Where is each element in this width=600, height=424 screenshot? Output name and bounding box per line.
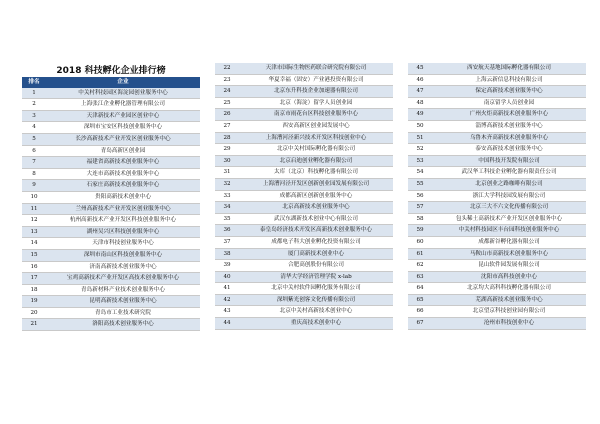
company-cell: 北京中关村高新技术创业中心 [239,306,393,318]
company-cell: 天津新技术产业园区创业中心 [46,110,200,122]
company-cell: 深圳市南山区科技创业服务中心 [46,249,200,261]
company-header: 企业 [46,77,200,88]
table-row [215,225,393,237]
rank-cell: 6 [22,145,46,157]
company-cell: 马鞍山市高新技术创业服务中心 [432,248,586,260]
rank-header: 排名 [22,77,46,88]
rank-cell: 44 [215,318,239,330]
rank-cell: 45 [408,63,432,74]
company-cell: 清华大学经济管理学院 x-lab [239,271,393,283]
table-row [22,203,200,215]
rank-cell: 50 [408,120,432,132]
rank-cell: 1 [22,88,46,99]
company-cell: 合肥高创股份有限公司 [239,260,393,272]
table-row [215,144,393,156]
table-row [408,260,586,272]
company-cell: 北京均大高科科技孵化器有限公司 [432,283,586,295]
company-cell: 成都电子科大创业孵化投资有限公司 [239,236,393,248]
table-row [22,88,200,99]
table-row [408,86,586,98]
rank-cell: 13 [22,226,46,238]
company-cell: 青岛新材料产业技术创业服务中心 [46,284,200,296]
table-row [215,318,393,330]
rank-cell: 15 [22,249,46,261]
company-cell: 宝鸡高新技术产业开发区高技术创业服务中心 [46,273,200,285]
rank-cell: 47 [408,86,432,98]
rank-cell: 3 [22,110,46,122]
rank-cell: 21 [22,319,46,331]
rank-cell: 5 [22,133,46,145]
rank-cell: 61 [408,248,432,260]
company-cell: 昆明高新技术创业服务中心 [46,296,200,308]
company-cell: 西安高新区创业园发展中心 [239,120,393,132]
table-row [408,178,586,190]
company-cell: 北京创业之路咖啡有限公司 [432,178,586,190]
table-row [22,307,200,319]
company-cell: 福建省高新技术创业服务中心 [46,157,200,169]
rank-cell: 67 [408,318,432,330]
company-cell: 泰安高新技术创业服务中心 [432,144,586,156]
rank-cell: 48 [408,97,432,109]
table-row [22,99,200,111]
rank-cell: 25 [215,97,239,109]
table-row [22,249,200,261]
rank-cell: 4 [22,122,46,134]
rank-cell: 37 [215,236,239,248]
company-cell: 北京中关村国际孵化器有限公司 [239,144,393,156]
table-row [215,248,393,260]
table-row [408,236,586,248]
rank-cell: 36 [215,225,239,237]
table-row [22,133,200,145]
table-row [22,215,200,227]
company-cell: 北京三大不六文化传播有限公司 [432,202,586,214]
table-row [408,167,586,179]
rank-cell: 42 [215,294,239,306]
rank-cell: 51 [408,132,432,144]
company-cell: 上海漕河泾新兴技术开发区科技创业中心 [239,132,393,144]
company-cell: 长沙高新技术产业开发区创业服务中心 [46,133,200,145]
company-cell: 济南高新技术创业服务中心 [46,261,200,273]
table-row [408,74,586,86]
rank-cell: 2 [22,99,46,111]
ranking-table-column-1 [22,77,200,331]
table-row [408,271,586,283]
rank-cell: 55 [408,178,432,190]
company-cell: 北京望京科技创业园有限公司 [432,306,586,318]
rank-cell: 20 [22,307,46,319]
rank-cell: 30 [215,155,239,167]
company-cell: 天津市国际生物医药联合研究院有限公司 [239,63,393,74]
rank-cell: 27 [215,120,239,132]
company-cell: 北京高新技术创业服务中心 [239,202,393,214]
rank-cell: 32 [215,178,239,190]
table-row [22,261,200,273]
rank-cell: 54 [408,167,432,179]
company-cell: 成都新谷孵化器有限公司 [432,236,586,248]
rank-cell: 7 [22,157,46,169]
company-cell: 沧州市科技创业中心 [432,318,586,330]
rank-cell: 16 [22,261,46,273]
company-cell: 保定高新技术创业服务中心 [432,86,586,98]
company-cell: 石家庄高新技术创业服务中心 [46,180,200,192]
rank-cell: 46 [408,74,432,86]
rank-cell: 43 [215,306,239,318]
table-row [215,74,393,86]
table-row [408,120,586,132]
table-row [408,144,586,156]
table-row [215,109,393,121]
company-cell: 乌鲁木齐高新技术创业服务中心 [432,132,586,144]
table-row [408,283,586,295]
company-cell: 包头稀土高新技术产业开发区创业服务中心 [432,213,586,225]
company-cell: 重庆高技术创业中心 [239,318,393,330]
rank-cell: 14 [22,238,46,250]
table-row [408,213,586,225]
company-cell: 洛阳高技术创业服务中心 [46,319,200,331]
company-cell: 沈阳市高科技创业中心 [432,271,586,283]
company-cell: 厦门高新技术创业中心 [239,248,393,260]
company-cell: 西安航天基地国际孵化器有限公司 [432,63,586,74]
rank-cell: 49 [408,109,432,121]
company-cell: 太库（北京）科技孵化器有限公司 [239,167,393,179]
page-title: 2018 科技孵化企业排行榜 [56,66,166,76]
table-row [22,157,200,169]
ranking-table-column-3 [408,63,586,330]
company-cell: 深圳紫光创客文化传播有限公司 [239,294,393,306]
table-row [408,190,586,202]
rank-cell: 38 [215,248,239,260]
table-row [408,225,586,237]
table-row [408,248,586,260]
table-row [408,132,586,144]
table-row [215,120,393,132]
company-cell: 上海漕河泾开发区创新创业园发展有限公司 [239,178,393,190]
table-row [408,63,586,74]
table-row [22,168,200,180]
company-cell: 北京启迪创业孵化器有限公司 [239,155,393,167]
company-cell: 昆山软件园发展有限公司 [432,260,586,272]
company-cell: 武汉华工科技企业孵化器有限责任公司 [432,167,586,179]
table-row [408,202,586,214]
company-cell: 青岛市工业技术研究院 [46,307,200,319]
table-row [215,283,393,295]
rank-cell: 58 [408,213,432,225]
company-cell: 华夏幸福（固安）产业港投资有限公司 [239,74,393,86]
rank-cell: 18 [22,284,46,296]
table-row [215,132,393,144]
table-row [408,97,586,109]
company-cell: 淄博高新技术创业服务中心 [432,120,586,132]
company-cell: 中关村科技园区丰台园科技创业服务中心 [432,225,586,237]
table-row [215,213,393,225]
table-row [215,178,393,190]
table-row [408,109,586,121]
company-cell: 武汉东湖新技术创业中心有限公司 [239,213,393,225]
table-row [215,167,393,179]
table-row [22,145,200,157]
table-row [22,122,200,134]
table-row [22,180,200,192]
table-row [215,63,393,74]
rank-cell: 62 [408,260,432,272]
rank-cell: 63 [408,271,432,283]
company-cell: 中关村科技园区海淀园创业服务中心 [46,88,200,99]
table-row [215,236,393,248]
table-row [22,226,200,238]
table-row [22,238,200,250]
company-cell: 兰州高新技术产业开发区创业服务中心 [46,203,200,215]
company-cell: 北京中关村软件园孵化服务有限公司 [239,283,393,295]
rank-cell: 35 [215,213,239,225]
company-cell: 南京市雨花台区科技创业服务中心 [239,109,393,121]
rank-cell: 60 [408,236,432,248]
table-row [408,306,586,318]
ranking-table-column-2 [215,63,393,330]
company-cell: 中国科技开发院有限公司 [432,155,586,167]
table-row [408,318,586,330]
company-cell: 天津市科技创业服务中心 [46,238,200,250]
company-cell: 贵阳高新技术创业中心 [46,191,200,203]
rank-cell: 34 [215,202,239,214]
rank-cell: 39 [215,260,239,272]
table-header-row [22,77,200,88]
table-row [215,271,393,283]
rank-cell: 53 [408,155,432,167]
rank-cell: 56 [408,190,432,202]
company-cell: 芜湖高新技术创业服务中心 [432,294,586,306]
company-cell: 上海云新信息科技有限公司 [432,74,586,86]
table-row [215,306,393,318]
rank-cell: 22 [215,63,239,74]
rank-cell: 31 [215,167,239,179]
table-row [215,202,393,214]
rank-cell: 9 [22,180,46,192]
rank-cell: 65 [408,294,432,306]
table-row [215,155,393,167]
company-cell: 成都高新区创新创业服务中心 [239,190,393,202]
company-cell: 南京留学人员创业园 [432,97,586,109]
rank-cell: 57 [408,202,432,214]
rank-cell: 40 [215,271,239,283]
table-row [215,86,393,98]
company-cell: 北京东升科技企业加速器有限公司 [239,86,393,98]
rank-cell: 64 [408,283,432,295]
table-row [22,296,200,308]
table-row [215,260,393,272]
table-row [22,319,200,331]
company-cell: 湖州吴兴区科技创业服务中心 [46,226,200,238]
rank-cell: 17 [22,273,46,285]
company-cell: 青岛高新区创业园 [46,145,200,157]
company-cell: 浙江大学科技园发展有限公司 [432,190,586,202]
rank-cell: 26 [215,109,239,121]
company-cell: 北京（海淀）留学人员创业园 [239,97,393,109]
table-row [22,273,200,285]
rank-cell: 19 [22,296,46,308]
table-row [215,97,393,109]
company-cell: 深圳市宝安区科技创业服务中心 [46,122,200,134]
table-row [215,190,393,202]
rank-cell: 41 [215,283,239,295]
rank-cell: 52 [408,144,432,156]
rank-cell: 59 [408,225,432,237]
rank-cell: 10 [22,191,46,203]
table-row [408,294,586,306]
rank-cell: 11 [22,203,46,215]
rank-cell: 29 [215,144,239,156]
rank-cell: 12 [22,215,46,227]
rank-cell: 24 [215,86,239,98]
rank-cell: 28 [215,132,239,144]
rank-cell: 66 [408,306,432,318]
table-row [22,191,200,203]
rank-cell: 8 [22,168,46,180]
table-row [215,294,393,306]
company-cell: 广州火炬高新技术创业服务中心 [432,109,586,121]
table-row [22,110,200,122]
rank-cell: 33 [215,190,239,202]
company-cell: 泰皇岛经济技术开发区高新技术创业服务中心 [239,225,393,237]
company-cell: 大连市高新技术创业服务中心 [46,168,200,180]
company-cell: 上海张江企业孵化器管理有限公司 [46,99,200,111]
rank-cell: 23 [215,74,239,86]
company-cell: 杭州高新技术产业开发区科技创业服务中心 [46,215,200,227]
table-row [22,284,200,296]
table-row [408,155,586,167]
